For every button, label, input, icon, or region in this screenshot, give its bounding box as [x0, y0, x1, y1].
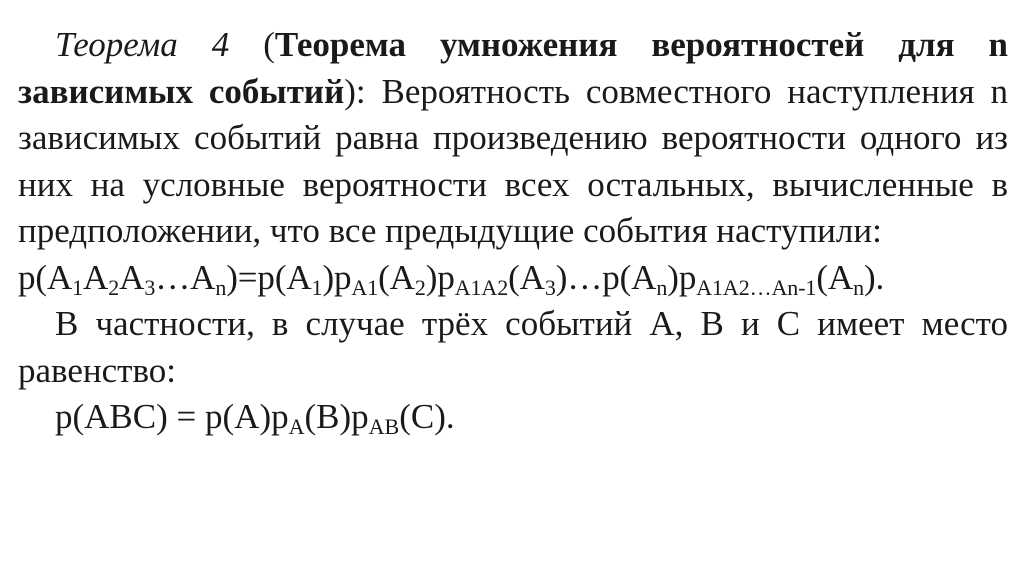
formula-text: (A [378, 257, 415, 297]
particular-case-paragraph [18, 301, 1008, 394]
formula-subscript: 2 [414, 274, 426, 300]
formula-subscript: n [853, 274, 864, 300]
formula-text: p(A [18, 257, 73, 297]
formula-text: )p [425, 257, 455, 297]
formula-text: )…p(A [555, 257, 657, 297]
formula-subscript: 2 [108, 274, 120, 300]
formula-subscript: A1A2 [454, 274, 509, 300]
theorem-paragraph [18, 22, 1008, 255]
formula-text: (A [508, 257, 545, 297]
formula-text: )p [667, 257, 697, 297]
formula-subscript: n [215, 274, 227, 300]
formula-subscript: A1 [351, 274, 379, 300]
formula-subscript: AB [368, 414, 400, 439]
formula-text: (C). [399, 397, 455, 436]
formula-subscript: A [288, 414, 305, 439]
formula-text: p(ABC) = p(A)p [55, 397, 289, 436]
formula-subscript: 1 [72, 274, 84, 300]
slide-content [18, 22, 1008, 441]
particular-case-text: В частности, в случае трёх событий А, В и С имеет место равенство: [18, 304, 1008, 390]
theorem-title: Теорема умножения вероятностей для n зависимых событий [18, 25, 1008, 111]
formula-text: (B)p [304, 397, 369, 436]
formula-subscript: 1 [311, 274, 323, 300]
theorem-label: Теорема 4 [55, 25, 230, 64]
formula-text: )=p(A [226, 257, 312, 297]
formula-text: ). [863, 257, 885, 297]
formula-subscript: A1A2…An-1 [696, 274, 817, 300]
formula-subscript: n [656, 274, 668, 300]
formula-text: (A [816, 257, 854, 297]
formula-text: A [119, 257, 145, 297]
theorem-close: ): [344, 71, 382, 111]
formula-three-events [18, 394, 1008, 441]
formula-general [18, 255, 1008, 302]
formula-subscript: 3 [544, 274, 556, 300]
theorem-statement: Вероятность совместного наступления n зависимых событий равна произведению вероятности одного из них на условные вероятности всех остальных, вычисленные в предположении, что все предыдущие события наступили: [18, 71, 1008, 250]
formula-text: )p [322, 257, 352, 297]
formula-text: A [83, 257, 109, 297]
formula-subscript: 3 [144, 274, 156, 300]
formula-text: …A [155, 257, 216, 297]
theorem-open-paren: ( [229, 25, 275, 64]
